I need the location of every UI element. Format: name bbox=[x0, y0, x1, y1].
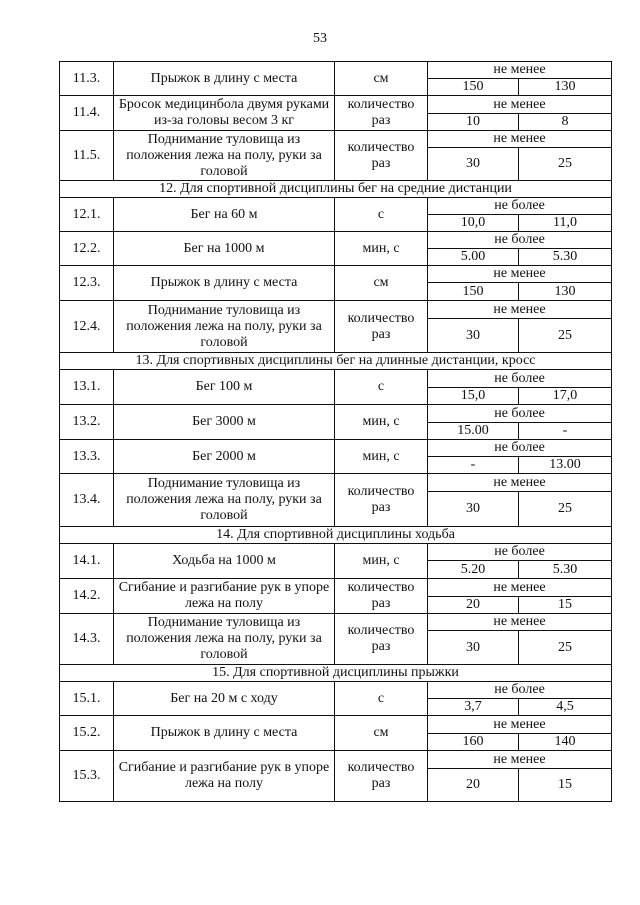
unit: количество раз bbox=[335, 301, 428, 353]
unit: количество раз bbox=[335, 751, 428, 802]
table-row bbox=[60, 440, 612, 457]
norm-value-2: 4,5 bbox=[519, 699, 612, 716]
norm-value-2: 15 bbox=[519, 597, 612, 614]
norm-value-2: 13.00 bbox=[519, 457, 612, 474]
exercise-name: Поднимание туловища из положения лежа на полу, руки за головой bbox=[114, 131, 335, 181]
exercise-name: Прыжок в длину с места bbox=[114, 716, 335, 751]
row-number: 14.1. bbox=[60, 544, 114, 579]
exercise-name: Прыжок в длину с места bbox=[114, 266, 335, 301]
norm-qualifier: не более bbox=[428, 198, 612, 215]
exercise-name: Бег на 60 м bbox=[114, 198, 335, 232]
norm-value-2: 11,0 bbox=[519, 215, 612, 232]
norm-value-1: 15.00 bbox=[428, 423, 519, 440]
row-number: 13.1. bbox=[60, 370, 114, 405]
norm-value-1: 5.00 bbox=[428, 249, 519, 266]
exercise-name: Бег на 1000 м bbox=[114, 232, 335, 266]
table-row bbox=[60, 751, 612, 769]
norm-value-2: 17,0 bbox=[519, 388, 612, 405]
norm-value-2: - bbox=[519, 423, 612, 440]
standards-table-body bbox=[60, 62, 612, 802]
norm-qualifier: не менее bbox=[428, 716, 612, 734]
exercise-name: Бег 3000 м bbox=[114, 405, 335, 440]
table-row bbox=[60, 131, 612, 148]
norm-qualifier: не более bbox=[428, 682, 612, 699]
row-number: 11.4. bbox=[60, 96, 114, 131]
table-row bbox=[60, 370, 612, 388]
table-row bbox=[60, 544, 612, 561]
section-title: 15. Для спортивной дисциплины прыжки bbox=[60, 665, 612, 682]
row-number: 12.3. bbox=[60, 266, 114, 301]
table-row bbox=[60, 579, 612, 597]
unit: с bbox=[335, 370, 428, 405]
row-number: 12.2. bbox=[60, 232, 114, 266]
exercise-name: Сгибание и разгибание рук в упоре лежа на полу bbox=[114, 579, 335, 614]
norm-value-1: 150 bbox=[428, 79, 519, 96]
unit: количество раз bbox=[335, 614, 428, 665]
norm-value-2: 140 bbox=[519, 734, 612, 751]
norm-value-1: 30 bbox=[428, 631, 519, 665]
norm-value-2: 130 bbox=[519, 79, 612, 96]
table-row bbox=[60, 614, 612, 631]
unit: см bbox=[335, 716, 428, 751]
norm-value-1: - bbox=[428, 457, 519, 474]
table-row bbox=[60, 405, 612, 423]
norm-value-1: 160 bbox=[428, 734, 519, 751]
section-header-row bbox=[60, 181, 612, 198]
section-header-row bbox=[60, 665, 612, 682]
table-row bbox=[60, 62, 612, 79]
norm-value-1: 10,0 bbox=[428, 215, 519, 232]
table-row bbox=[60, 301, 612, 319]
norm-qualifier: не менее bbox=[428, 266, 612, 283]
exercise-name: Сгибание и разгибание рук в упоре лежа на полу bbox=[114, 751, 335, 802]
norm-value-1: 150 bbox=[428, 283, 519, 301]
exercise-name: Поднимание туловища из положения лежа на полу, руки за головой bbox=[114, 301, 335, 353]
exercise-name: Бросок медицинбола двумя руками из-за головы весом 3 кг bbox=[114, 96, 335, 131]
unit: с bbox=[335, 682, 428, 716]
norm-value-2: 25 bbox=[519, 492, 612, 527]
row-number: 11.5. bbox=[60, 131, 114, 181]
row-number: 14.2. bbox=[60, 579, 114, 614]
norm-value-2: 8 bbox=[519, 114, 612, 131]
norm-qualifier: не менее bbox=[428, 751, 612, 769]
unit: количество раз bbox=[335, 131, 428, 181]
norm-value-1: 20 bbox=[428, 597, 519, 614]
unit: см bbox=[335, 266, 428, 301]
norm-value-2: 25 bbox=[519, 148, 612, 181]
exercise-name: Прыжок в длину с места bbox=[114, 62, 335, 96]
table-row bbox=[60, 266, 612, 283]
exercise-name: Ходьба на 1000 м bbox=[114, 544, 335, 579]
exercise-name: Поднимание туловища из положения лежа на полу, руки за головой bbox=[114, 614, 335, 665]
exercise-name: Бег 100 м bbox=[114, 370, 335, 405]
unit: мин, с bbox=[335, 440, 428, 474]
norm-qualifier: не более bbox=[428, 544, 612, 561]
unit: мин, с bbox=[335, 232, 428, 266]
norm-value-2: 5.30 bbox=[519, 561, 612, 579]
row-number: 13.3. bbox=[60, 440, 114, 474]
unit: с bbox=[335, 198, 428, 232]
norm-qualifier: не менее bbox=[428, 301, 612, 319]
unit: мин, с bbox=[335, 544, 428, 579]
norm-value-1: 30 bbox=[428, 319, 519, 353]
row-number: 11.3. bbox=[60, 62, 114, 96]
norm-value-1: 20 bbox=[428, 769, 519, 802]
norm-value-1: 3,7 bbox=[428, 699, 519, 716]
unit: см bbox=[335, 62, 428, 96]
norm-qualifier: не более bbox=[428, 370, 612, 388]
exercise-name: Бег 2000 м bbox=[114, 440, 335, 474]
section-header-row bbox=[60, 353, 612, 370]
section-header-row bbox=[60, 527, 612, 544]
row-number: 15.2. bbox=[60, 716, 114, 751]
unit: количество раз bbox=[335, 474, 428, 527]
standards-table bbox=[59, 61, 612, 802]
row-number: 15.1. bbox=[60, 682, 114, 716]
table-row bbox=[60, 96, 612, 114]
unit: количество раз bbox=[335, 579, 428, 614]
row-number: 14.3. bbox=[60, 614, 114, 665]
norm-qualifier: не менее bbox=[428, 62, 612, 79]
norm-value-1: 30 bbox=[428, 492, 519, 527]
norm-qualifier: не менее bbox=[428, 474, 612, 492]
page-number: 53 bbox=[313, 31, 327, 46]
row-number: 13.4. bbox=[60, 474, 114, 527]
table-row bbox=[60, 474, 612, 492]
row-number: 15.3. bbox=[60, 751, 114, 802]
section-title: 12. Для спортивной дисциплины бег на средние дистанции bbox=[60, 181, 612, 198]
exercise-name: Бег на 20 м с ходу bbox=[114, 682, 335, 716]
norm-value-1: 30 bbox=[428, 148, 519, 181]
table-row bbox=[60, 198, 612, 215]
norm-qualifier: не менее bbox=[428, 96, 612, 114]
norm-value-2: 25 bbox=[519, 319, 612, 353]
norm-qualifier: не более bbox=[428, 232, 612, 249]
norm-qualifier: не менее bbox=[428, 579, 612, 597]
table-row bbox=[60, 232, 612, 249]
norm-value-2: 25 bbox=[519, 631, 612, 665]
table-row bbox=[60, 682, 612, 699]
section-title: 13. Для спортивных дисциплины бег на длинные дистанции, кросс bbox=[60, 353, 612, 370]
norm-value-1: 15,0 bbox=[428, 388, 519, 405]
section-title: 14. Для спортивной дисциплины ходьба bbox=[60, 527, 612, 544]
norm-qualifier: не более bbox=[428, 405, 612, 423]
norm-qualifier: не менее bbox=[428, 614, 612, 631]
norm-value-1: 5.20 bbox=[428, 561, 519, 579]
row-number: 13.2. bbox=[60, 405, 114, 440]
unit: мин, с bbox=[335, 405, 428, 440]
norm-qualifier: не менее bbox=[428, 131, 612, 148]
norm-qualifier: не более bbox=[428, 440, 612, 457]
norm-value-2: 5.30 bbox=[519, 249, 612, 266]
norm-value-2: 15 bbox=[519, 769, 612, 802]
row-number: 12.4. bbox=[60, 301, 114, 353]
norm-value-1: 10 bbox=[428, 114, 519, 131]
row-number: 12.1. bbox=[60, 198, 114, 232]
exercise-name: Поднимание туловища из положения лежа на полу, руки за головой bbox=[114, 474, 335, 527]
table-row bbox=[60, 716, 612, 734]
unit: количество раз bbox=[335, 96, 428, 131]
norm-value-2: 130 bbox=[519, 283, 612, 301]
